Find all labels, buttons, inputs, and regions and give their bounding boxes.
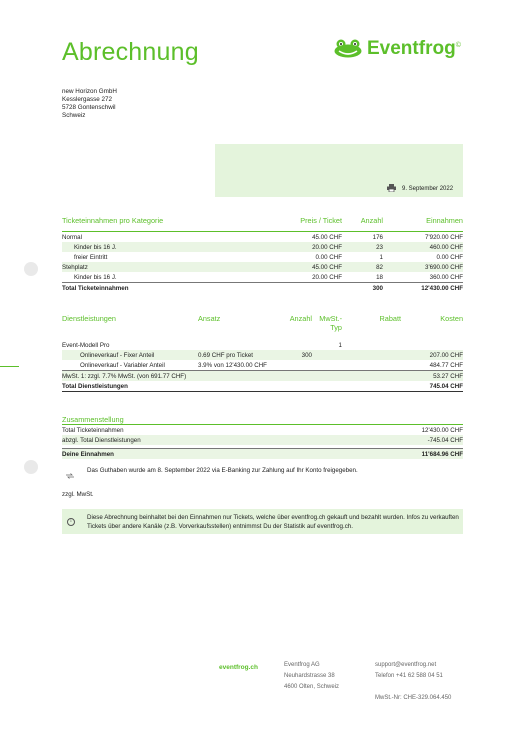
total-row: [62, 381, 463, 392]
table-row: [62, 350, 463, 360]
table-row: [62, 272, 463, 283]
column-header: Einnahmen: [426, 216, 463, 225]
address-line: Schweiz: [62, 112, 86, 119]
total-label: Deine Einnahmen: [62, 449, 362, 460]
footer-spacer: [375, 682, 451, 693]
table-row: [62, 242, 463, 252]
column-header: Preis / Ticket: [300, 216, 342, 225]
service-name: Onlineverkauf - Fixer Anteil: [62, 350, 198, 360]
ticket-income: 460.00 CHF: [383, 242, 463, 252]
total-income: 12'430.00 CHF: [383, 283, 463, 294]
address-line: new Horizon GmbH: [62, 88, 117, 95]
ticket-price: 45.00 CHF: [277, 262, 342, 272]
ticket-price: 0.00 CHF: [315, 253, 342, 261]
category-name: Stehplatz: [62, 262, 277, 272]
table-header-row: [62, 216, 463, 230]
column-header: Anzahl: [360, 216, 383, 225]
punch-hole-top: [24, 262, 38, 276]
address-line: Kesslergasse 272: [62, 96, 113, 103]
total-row: [62, 283, 463, 294]
column-header: Kosten: [440, 314, 463, 323]
footer-line: Telefon +41 62 588 04 51: [375, 673, 443, 679]
table-row: [62, 340, 463, 350]
event-model-name: Event-Modell Pro: [62, 341, 110, 349]
footer-line: Eventfrog AG: [284, 662, 320, 668]
vat-type-header-line: MwSt.-: [319, 314, 342, 323]
frog-icon: [334, 39, 362, 59]
table-row: [62, 425, 463, 435]
page-title: Abrechnung: [62, 38, 199, 66]
summary-label: Total Ticketeinnahmen: [62, 426, 124, 434]
footer-contact: [375, 660, 451, 704]
printer-icon: [387, 184, 396, 192]
footer-line: MwSt.-Nr: CHE-329.064.450: [375, 695, 452, 701]
statement-date: 9. September 2022: [402, 186, 454, 192]
vat-type-header-line: Typ: [330, 323, 342, 332]
info-text: Diese Abrechnung beinhaltet bei den Einnahmen nur Tickets, welche über eventfrog.ch gekauft und bezahlt wurden. Infos zu verkauften Tickets über andere Kanäle (z.B. Vorverkaufsstellen) entnimmst Du der Statistik auf eventfrog.ch.: [87, 514, 459, 530]
service-count: [280, 360, 312, 371]
table-row: [62, 360, 463, 371]
table-row: [62, 435, 463, 445]
service-costs: 484.77 CHF: [429, 361, 463, 369]
services-table: [62, 314, 463, 393]
section-title: Ticketeinnahmen pro Kategorie: [62, 216, 164, 225]
total-label: Total Ticketeinnahmen: [62, 283, 277, 294]
section-title: Zusammenstellung: [62, 414, 124, 424]
summary-value: 12'430.00 CHF: [421, 426, 463, 434]
fold-marker: [0, 366, 19, 367]
total-costs: 745.04 CHF: [429, 382, 463, 390]
table-header-row: [62, 314, 463, 332]
category-name: Kinder bis 16 J.: [62, 242, 277, 252]
footer-line: Neuhardstrasse 38: [284, 673, 335, 679]
punch-hole-bottom: [24, 460, 38, 474]
ticket-price: 20.00 CHF: [277, 242, 342, 252]
ticket-count: 82: [342, 262, 383, 272]
ticket-count: 1: [379, 253, 383, 261]
ticket-count: 18: [376, 273, 383, 281]
vat-row: [62, 371, 463, 382]
ticket-count: 23: [342, 242, 383, 252]
logo-registered-mark: ©: [455, 41, 461, 49]
section-title: Dienstleistungen: [62, 314, 116, 323]
ticket-price: 45.00 CHF: [312, 233, 342, 241]
service-costs: 207.00 CHF: [401, 350, 463, 360]
service-rate: 3.9% von 12'430.00 CHF: [198, 361, 267, 369]
table-row: [62, 232, 463, 242]
summary-value: -745.04 CHF: [362, 435, 463, 445]
category-name: freier Eintritt: [74, 253, 108, 261]
summary-label: abzgl. Total Dienstleistungen: [62, 435, 362, 445]
logo-wordmark: Eventfrog: [367, 38, 456, 59]
ticket-price: 20.00 CHF: [312, 273, 342, 281]
vat-notice: zzgl. MwSt.: [62, 491, 94, 498]
column-header: Anzahl: [289, 314, 312, 323]
vat-label: MwSt. 1: zzgl. 7.7% MwSt. (von 691.77 CHF): [62, 371, 401, 382]
vat-costs: 53.27 CHF: [401, 371, 463, 382]
category-name: Normal: [62, 233, 82, 241]
summary-table: [62, 414, 463, 459]
eventfrog-logo: [334, 38, 461, 60]
address-line: 5728 Gontenschwil: [62, 104, 116, 111]
column-header: [312, 314, 342, 332]
footer-line: support@eventfrog.net: [375, 662, 437, 668]
table-row: [62, 262, 463, 272]
ticket-count: 176: [372, 233, 383, 241]
total-row: [62, 449, 463, 460]
transfer-icon: [65, 472, 75, 480]
footer-company: [284, 660, 339, 693]
total-label: Total Dienstleistungen: [62, 382, 128, 390]
footer-line: 4600 Olten, Schweiz: [284, 684, 340, 690]
payment-note: Das Guthaben wurde am 8. September 2022 via E-Banking zur Zahlung auf Ihr Konto freigegeben.: [87, 467, 358, 474]
category-name: Kinder bis 16 J.: [74, 273, 117, 281]
ticket-income: 3'690.00 CHF: [383, 262, 463, 272]
recipient-address: [62, 88, 117, 120]
table-row: [62, 252, 463, 262]
ticket-income: 360.00 CHF: [429, 273, 463, 281]
footer-brand: eventfrog.ch: [219, 664, 259, 671]
ticket-income: 0.00 CHF: [436, 253, 463, 261]
total-value: 11'684.96 CHF: [362, 449, 463, 460]
service-rate: 0.69 CHF pro Ticket: [198, 350, 280, 360]
column-header: Ansatz: [198, 314, 221, 323]
service-count: 300: [280, 350, 312, 360]
service-name: Onlineverkauf - Variabler Anteil: [80, 361, 165, 369]
info-icon: i: [67, 518, 75, 526]
vat-type: 1: [338, 341, 342, 349]
column-header: Rabatt: [379, 314, 401, 323]
ticket-revenue-table: [62, 216, 463, 293]
ticket-income: 7'920.00 CHF: [425, 233, 463, 241]
total-count: 300: [342, 283, 383, 294]
